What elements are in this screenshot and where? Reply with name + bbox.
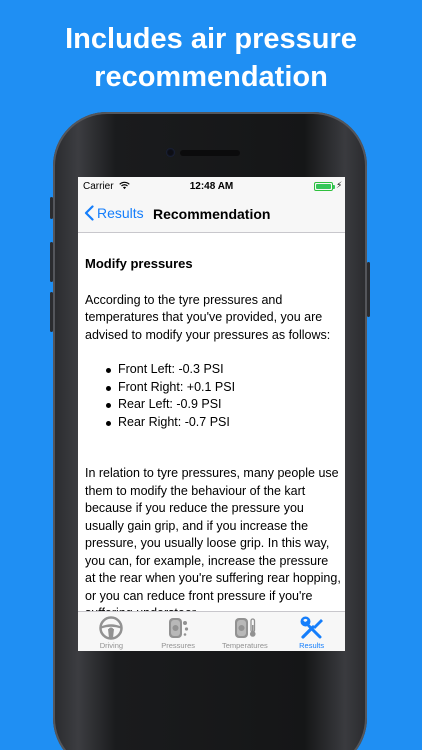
body-paragraph: In relation to tyre pressures, many people use them to modify the behaviour of the kart because if you reduce the pressure you usually gain grip, and if you increase the pressure, you usually loose grip. In this way, you can, for example, increase the pressure at the rear when you're suffering rear hopping, or you can reduce front pressure if you're [85, 466, 341, 603]
list-item-rear-left: Rear Left: -0.9 PSI [108, 396, 341, 414]
battery-icon [314, 182, 333, 191]
page-title: Recommendation [153, 206, 271, 222]
back-button[interactable] [84, 205, 144, 221]
tab-bar [78, 611, 345, 651]
wrench-screwdriver-icon [299, 616, 325, 640]
pressure-adjustment-list [108, 361, 341, 431]
tab-label-pressures: Pressures [161, 641, 195, 650]
tab-results[interactable] [278, 612, 345, 651]
app-screen [78, 177, 345, 651]
navigation-bar [78, 197, 345, 233]
chevron-left-icon [84, 205, 94, 221]
battery-level [316, 184, 331, 189]
front-camera [166, 148, 175, 157]
tab-label-results: Results [299, 641, 325, 650]
mute-switch [50, 197, 53, 219]
power-button [367, 262, 370, 317]
promo-headline [0, 20, 422, 96]
back-button-label: Results [97, 205, 144, 221]
tab-label-driving: Driving [99, 641, 124, 650]
volume-up-button [50, 242, 53, 282]
tyre-pressure-icon [165, 616, 191, 640]
tab-label-temperatures: Temperatures [221, 641, 268, 650]
list-item-front-left: Front Left: -0.3 PSI [108, 361, 341, 379]
section-heading: Modify pressures [85, 256, 193, 271]
recommendation-content [85, 255, 341, 640]
tab-temperatures[interactable] [212, 612, 279, 651]
volume-down-button [50, 292, 53, 332]
intro-paragraph: According to the tyre pressures and temperatures that you've provided, you are advised to modify your pressures as follows: [85, 292, 331, 342]
headline-line-2: recommendation [94, 61, 328, 93]
status-time: 12:48 AM [189, 181, 234, 192]
carrier-label: Carrier [83, 181, 114, 192]
battery-tip [333, 185, 335, 189]
headline-line-1: Includes air pressure [65, 23, 357, 55]
tab-pressures[interactable] [145, 612, 212, 651]
charging-bolt-icon: ⚡ [336, 180, 343, 190]
status-bar [78, 177, 345, 197]
list-item-rear-right: Rear Right: -0.7 PSI [108, 414, 341, 432]
earpiece-speaker [180, 150, 240, 156]
tyre-temperature-icon [232, 616, 258, 640]
tab-driving[interactable] [78, 612, 145, 651]
list-item-front-right: Front Right: +0.1 PSI [108, 379, 341, 397]
steering-wheel-icon [98, 616, 124, 640]
